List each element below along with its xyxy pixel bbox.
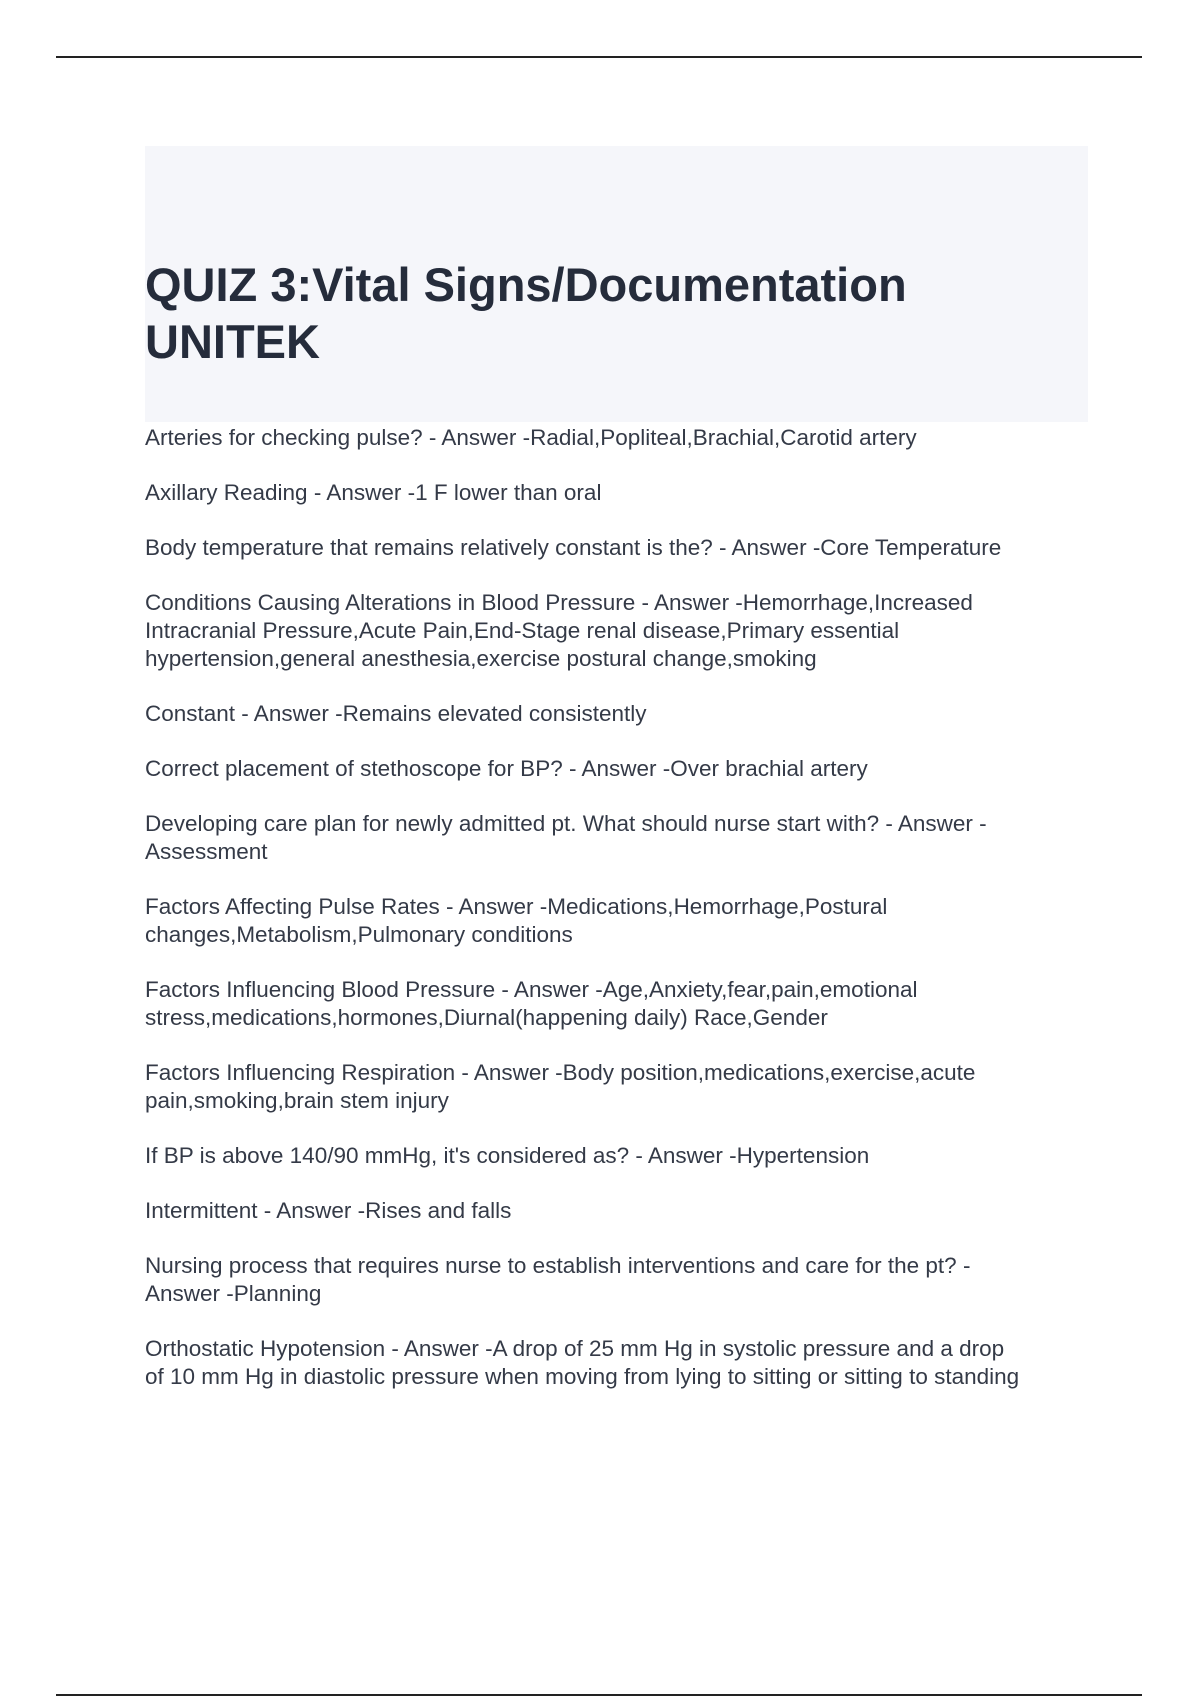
qa-item: Conditions Causing Alterations in Blood Pressure - Answer -Hemorrhage,Increased Intracranial Pressure,Acute Pain,End-Stage renal disease,Primary essential hypertension,general anesthesia,exercise postural change,smoking bbox=[145, 590, 973, 671]
qa-item: Orthostatic Hypotension - Answer -A drop of 25 mm Hg in systolic pressure and a drop of 10 mm Hg in diastolic pressure when moving from lying to sitting or sitting to standing bbox=[145, 1336, 1020, 1389]
bottom-divider bbox=[56, 1694, 1142, 1696]
page-title: QUIZ 3:Vital Signs/Documentation UNITEK bbox=[145, 258, 907, 368]
qa-list bbox=[145, 424, 1095, 1418]
qa-item: Nursing process that requires nurse to establish interventions and care for the pt? - Answer -Planning bbox=[145, 1253, 971, 1306]
qa-item: Axillary Reading - Answer -1 F lower than oral bbox=[145, 480, 602, 505]
qa-item: Developing care plan for newly admitted pt. What should nurse start with? - Answer - Assessment bbox=[145, 811, 987, 864]
title-banner bbox=[145, 146, 1088, 422]
qa-item: Body temperature that remains relatively constant is the? - Answer -Core Temperature bbox=[145, 535, 1002, 560]
top-divider bbox=[56, 56, 1142, 58]
qa-item: Intermittent - Answer -Rises and falls bbox=[145, 1198, 512, 1223]
qa-item: Factors Influencing Blood Pressure - Answer -Age,Anxiety,fear,pain,emotional stress,medications,hormones,Diurnal(happening daily) Race,Gender bbox=[145, 977, 918, 1030]
qa-item: If BP is above 140/90 mmHg, it's considered as? - Answer -Hypertension bbox=[145, 1143, 870, 1168]
qa-item: Arteries for checking pulse? - Answer -Radial,Popliteal,Brachial,Carotid artery bbox=[145, 425, 917, 450]
qa-item: Factors Affecting Pulse Rates - Answer -Medications,Hemorrhage,Postural changes,Metabolism,Pulmonary conditions bbox=[145, 894, 888, 947]
qa-item: Correct placement of stethoscope for BP? - Answer -Over brachial artery bbox=[145, 756, 868, 781]
qa-item: Constant - Answer -Remains elevated consistently bbox=[145, 701, 647, 726]
qa-item: Factors Influencing Respiration - Answer -Body position,medications,exercise,acute pain,smoking,brain stem injury bbox=[145, 1060, 976, 1113]
